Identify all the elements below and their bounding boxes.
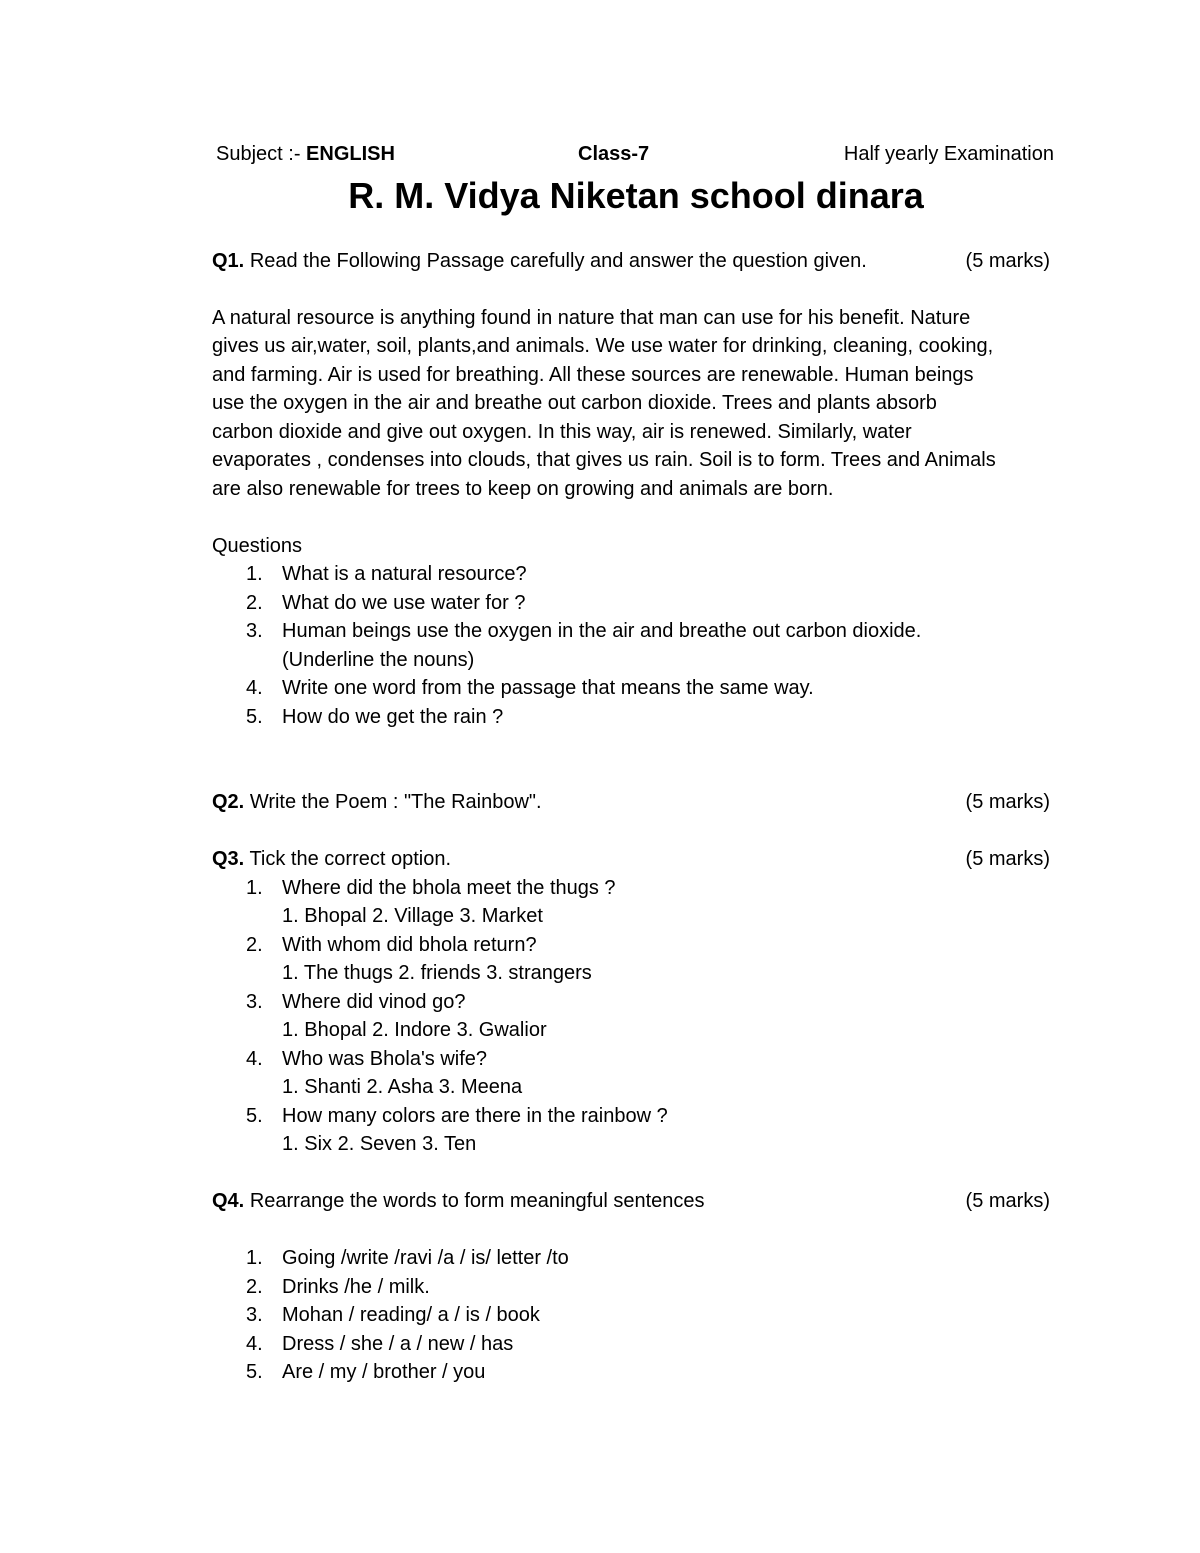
passage-line: evaporates , condenses into clouds, that gives us rain. Soil is to form. Trees and Animals xyxy=(212,449,996,471)
q1-number: Q1. xyxy=(212,249,245,272)
item-text: With whom did bhola return? xyxy=(282,933,537,956)
list-item xyxy=(212,1301,1060,1330)
passage-line: are also renewable for trees to keep on growing and animals are born. xyxy=(212,477,834,500)
q2-marks: (5 marks) xyxy=(965,791,1050,813)
item-number: 4. xyxy=(246,677,263,699)
item-text: Mohan / reading/ a / is / book xyxy=(282,1304,540,1326)
q2-text: Write the Poem : "The Rainbow". xyxy=(249,791,542,813)
item-text: What do we use water for ? xyxy=(282,591,526,614)
item-options: 1. Bhopal 2. Indore 3. Gwalior xyxy=(282,1019,547,1041)
item-number: 4. xyxy=(246,1047,263,1070)
class-label: Class-7 xyxy=(578,143,650,165)
item-number: 5. xyxy=(246,1104,263,1127)
item-number: 3. xyxy=(246,1304,263,1326)
questions-heading: Questions xyxy=(212,534,303,557)
passage xyxy=(212,304,1062,504)
item-number: 5. xyxy=(246,1361,263,1383)
q3-number: Q3. xyxy=(212,848,245,870)
passage-line: use the oxygen in the air and breathe out carbon dioxide. Trees and plants absorb xyxy=(212,392,937,414)
item-number: 5. xyxy=(246,705,263,728)
item-text: Are / my / brother / you xyxy=(282,1361,486,1383)
item-number: 1. xyxy=(246,876,263,899)
passage-line: gives us air,water, soil, plants,and animals. We use water for drinking, cleaning, cooking, xyxy=(212,335,994,357)
q3-text: Tick the correct option. xyxy=(249,848,452,870)
item-text: Human beings use the oxygen in the air and breathe out carbon dioxide. xyxy=(282,620,922,642)
q4-heading xyxy=(212,1187,1060,1216)
item-options: 1. The thugs 2. friends 3. strangers xyxy=(282,962,592,984)
item-options: 1. Six 2. Seven 3. Ten xyxy=(282,1133,477,1155)
q3-question-list xyxy=(212,874,1060,1159)
item-number: 2. xyxy=(246,1275,263,1298)
q4-text: Rearrange the words to form meaningful sentences xyxy=(249,1190,705,1212)
paper-header xyxy=(212,140,1060,168)
subject-value: ENGLISH xyxy=(306,143,395,165)
item-text: Drinks /he / milk. xyxy=(282,1275,430,1298)
passage-line: carbon dioxide and give out oxygen. In this way, air is renewed. Similarly, water xyxy=(212,420,912,443)
q1-text: Read the Following Passage carefully and answer the question given. xyxy=(249,249,867,272)
list-item xyxy=(212,617,1060,674)
list-item xyxy=(212,1330,1060,1359)
item-options: 1. Bhopal 2. Village 3. Market xyxy=(282,905,543,927)
q1-heading xyxy=(212,247,1060,276)
q2-number: Q2. xyxy=(212,791,245,813)
list-item xyxy=(212,1045,1060,1102)
subject-prefix: Subject :- xyxy=(216,143,307,165)
item-number: 2. xyxy=(246,933,263,956)
item-text: Who was Bhola's wife? xyxy=(282,1047,488,1070)
item-extra: (Underline the nouns) xyxy=(282,648,475,671)
item-text: Dress / she / a / new / has xyxy=(282,1332,514,1355)
item-text: What is a natural resource? xyxy=(282,563,527,585)
q1-marks: (5 marks) xyxy=(965,249,1050,272)
item-number: 3. xyxy=(246,990,263,1013)
q4-marks: (5 marks) xyxy=(965,1190,1050,1212)
item-text: Where did vinod go? xyxy=(282,990,466,1013)
list-item xyxy=(212,674,1060,703)
item-text: Going /write /ravi /a / is/ letter /to xyxy=(282,1247,569,1269)
list-item xyxy=(212,589,1060,618)
list-item xyxy=(212,703,1060,732)
list-item xyxy=(212,1244,1060,1273)
item-number: 3. xyxy=(246,620,263,642)
item-text: How many colors are there in the rainbow ? xyxy=(282,1104,668,1127)
list-item xyxy=(212,874,1060,931)
q2-heading xyxy=(212,788,1060,817)
list-item xyxy=(212,1102,1060,1159)
q1-question-list xyxy=(212,560,1060,731)
list-item xyxy=(212,1273,1060,1302)
item-number: 1. xyxy=(246,1247,263,1269)
list-item xyxy=(212,560,1060,589)
exam-paper xyxy=(212,140,1060,1387)
item-text: How do we get the rain ? xyxy=(282,705,504,728)
q4-question-list xyxy=(212,1244,1060,1387)
subject-label xyxy=(216,140,395,169)
item-number: 2. xyxy=(246,591,263,614)
q4-number: Q4. xyxy=(212,1190,245,1212)
exam-label: Half yearly Examination xyxy=(843,143,1054,165)
list-item xyxy=(212,931,1060,988)
item-number: 4. xyxy=(246,1332,263,1355)
passage-line: A natural resource is anything found in nature that man can use for his benefit. Nature xyxy=(212,306,971,329)
list-item xyxy=(212,1358,1060,1387)
item-text: Where did the bhola meet the thugs ? xyxy=(282,876,616,899)
school-title: R. M. Vidya Niketan school dinara xyxy=(348,175,924,216)
q3-marks: (5 marks) xyxy=(965,848,1050,870)
item-number: 1. xyxy=(246,563,263,585)
item-text: Write one word from the passage that means the same way. xyxy=(282,677,814,699)
passage-line: and farming. Air is used for breathing. All these sources are renewable. Human beings xyxy=(212,363,974,386)
list-item xyxy=(212,988,1060,1045)
q3-heading xyxy=(212,845,1060,874)
item-options: 1. Shanti 2. Asha 3. Meena xyxy=(282,1076,523,1098)
